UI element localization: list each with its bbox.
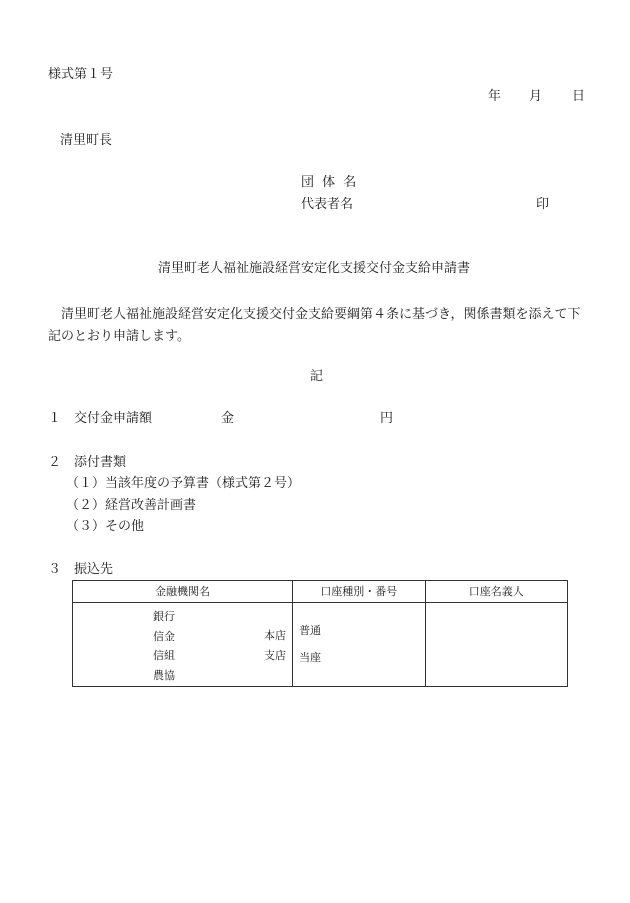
- item-number-2: ２: [48, 455, 62, 470]
- attachment-item: （２）経営改善計画書: [66, 498, 197, 513]
- date-line: [488, 90, 585, 103]
- table-header-row: [73, 581, 568, 603]
- body-text: [48, 304, 588, 348]
- account-type: 当座: [299, 651, 322, 664]
- account-type-list: [299, 617, 321, 671]
- table-row: [73, 603, 568, 687]
- attachments-label: 添付書類: [74, 455, 127, 470]
- grant-amount-suffix: 円: [380, 411, 394, 426]
- institution-type: 農協: [153, 668, 175, 682]
- institution-cell[interactable]: [73, 603, 293, 687]
- account-type: 普通: [299, 624, 322, 637]
- institution-type-list: [153, 607, 175, 685]
- institution-type: 信金: [153, 629, 175, 643]
- ki-heading: 記: [310, 369, 324, 384]
- document-title: 清里町老人福祉施設経営安定化支援交付金支給申請書: [158, 261, 471, 276]
- addressee: 清里町長: [60, 133, 113, 148]
- grant-amount-prefix: 金: [221, 411, 235, 426]
- header-account-type-number: 口座種別・番号: [293, 581, 426, 603]
- transfer-label: 振込先: [74, 562, 114, 577]
- institution-type: 信組: [153, 649, 175, 662]
- representative-label: 代表者名: [301, 197, 354, 212]
- bank-account-table: [72, 580, 568, 687]
- date-day: 日: [572, 89, 586, 104]
- attachment-item: （１）当該年度の予算書（様式第２号）: [66, 476, 301, 491]
- header-account-holder: 口座名義人: [425, 581, 567, 603]
- grant-amount-label: 交付金申請額: [74, 411, 153, 426]
- account-type-cell[interactable]: [293, 603, 426, 687]
- branch-type: 本店: [264, 629, 286, 642]
- date-month: 月: [529, 89, 543, 104]
- date-year: 年: [488, 89, 502, 104]
- seal-mark: 印: [536, 197, 550, 212]
- item-number-3: ３: [48, 562, 62, 577]
- institution-type: 銀行: [153, 610, 175, 623]
- branch-type-list: [264, 626, 286, 665]
- account-holder-cell[interactable]: [425, 603, 567, 687]
- form-number: 様式第１号: [48, 67, 114, 82]
- organization-label: 団 体 名: [301, 175, 359, 190]
- header-institution-name: 金融機関名: [73, 581, 293, 603]
- item-number-1: １: [48, 411, 62, 426]
- body-text-content: 清里町老人福祉施設経営安定化支援交付金支給要綱第４条に基づき，関係書類を添えて下記のとおり申請します。: [48, 307, 581, 344]
- branch-type: 支店: [264, 648, 286, 662]
- attachment-item: （３）その他: [66, 519, 145, 534]
